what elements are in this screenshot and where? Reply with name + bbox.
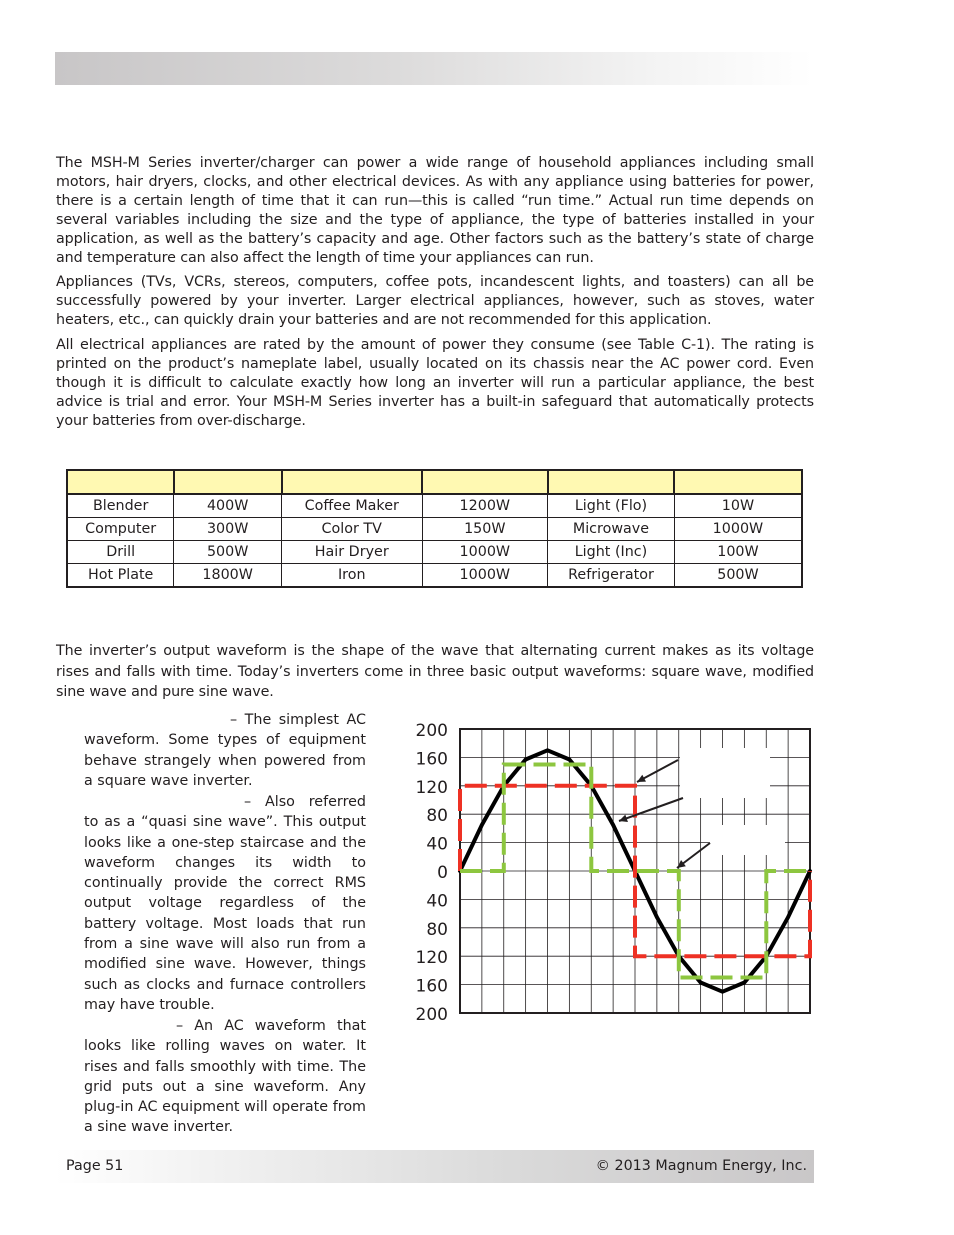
table-header-cell [422,470,548,494]
y-tick-label: 200 [415,721,448,741]
y-tick-label: 80 [426,806,448,827]
appliance-name: Hair Dryer [282,541,423,564]
table-header-cell [548,470,675,494]
table-row [67,541,802,564]
wave-label-box [680,748,770,798]
waveform-paragraph: The inverter’s output waveform is the shape of the wave that alternating current makes as its voltage rises and falls with time. Today’s inverters come in three basic output waveforms: square wave, modified sine wave and pure sine wave. [56,643,814,700]
appliance-watts: 1000W [674,518,802,541]
appliance-watts: 1000W [422,541,548,564]
appliance-name: Refrigerator [548,564,675,588]
appliance-watts: 300W [174,518,282,541]
appliance-watts: 500W [174,541,282,564]
y-tick-label: 120 [415,948,448,969]
appliance-watts: 1000W [422,564,548,588]
appliance-name: Light (Flo) [548,494,675,518]
appliance-name: Coffee Maker [282,494,423,518]
copyright-text: © 2013 Magnum Energy, Inc. [595,1158,807,1174]
table-header-cell [67,470,174,494]
appliance-name: Microwave [548,518,675,541]
y-tick-label: 200 [415,1005,448,1025]
page-number: Page 51 [66,1158,124,1174]
sine-wave-description: – An AC waveform that looks like rolling waves on water. It rises and falls smoothly with time. The grid puts out a sine waveform. Any plug-in AC equipment will operate from a sine wave inverter. [84,1018,366,1136]
table-header-cell [174,470,282,494]
wave-label-box [710,825,785,855]
appliance-watts: 500W [674,564,802,588]
appliance-name: Drill [67,541,174,564]
table-header-row [67,470,802,494]
y-tick-label: 160 [415,976,448,997]
appliance-watts: 100W [674,541,802,564]
appliance-name: Hot Plate [67,564,174,588]
waveform-chart [400,718,820,1028]
y-tick-label: 40 [426,891,448,912]
table-row [67,564,802,588]
intro-paragraph-1: The MSH-M Series inverter/charger can power a wide range of household appliances including small motors, hair dryers, clocks, and other electrical devices. As with any appliance using batteries for power, there is a certain length of time that it can run—this is called “run time.” Actual run time depends on several variables including the size and the type of appliance, the type of batteries installed in your application, as well as the battery’s capacity and age. Other factors such as the battery’s state of charge and temperature can also affect the length of time your appliances can run. [56,155,814,266]
intro-paragraph-2: Appliances (TVs, VCRs, stereos, computers, coffee pots, incandescent lights, and toasters) can all be successfully powered by your inverter. Larger electrical appliances, however, such as stoves, water heaters, etc., can quickly drain your batteries and are not recommended for this application. [56,274,814,328]
appliance-name: Color TV [282,518,423,541]
intro-paragraph-3: All electrical appliances are rated by the amount of power they consume (see Table C-1). The rating is printed on the product’s nameplate label, usually located on its chassis near the AC power cord. Even though it is difficult to calculate exactly how long an inverter will run a particular appliance, the best advice is trial and error. Your MSH-M Series inverter has a built-in safeguard that automatically protects your batteries from over-discharge. [56,337,814,429]
appliance-watts: 10W [674,494,802,518]
table-row [67,494,802,518]
table-header-cell [282,470,423,494]
table-row [67,518,802,541]
appliance-name: Light (Inc) [548,541,675,564]
modified-sine-description: – Also referred to as a “quasi sine wave”. This output looks like a one-step staircase and the waveform changes its width to continually provide the correct RMS output voltage regardless of the battery voltage. Most loads that run from a sine wave will also run from a modified sine wave. However, things such as clocks and furnace controllers may have trouble. [84,794,366,1013]
square-wave-description: – The simplest AC waveform. Some types of equipment behave strangely when powered from a square wave inverter. [84,712,366,789]
appliance-watts: 1200W [422,494,548,518]
appliance-watts: 1800W [174,564,282,588]
appliance-power-table [66,469,803,588]
chapter-header-bar [55,52,813,85]
appliance-name: Blender [67,494,174,518]
y-tick-label: 120 [415,777,448,798]
appliance-name: Iron [282,564,423,588]
y-tick-label: 160 [415,749,448,770]
table-header-cell [674,470,802,494]
y-tick-label: 40 [426,834,448,855]
y-tick-label: 80 [426,919,448,940]
appliance-watts: 150W [422,518,548,541]
appliance-watts: 400W [174,494,282,518]
appliance-name: Computer [67,518,174,541]
y-tick-label: 0 [437,863,448,883]
